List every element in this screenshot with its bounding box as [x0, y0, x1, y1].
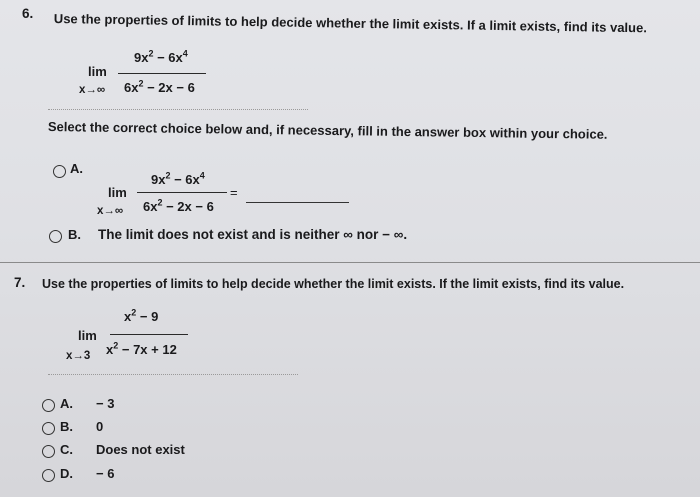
q7-option-c-radio[interactable]	[42, 445, 55, 458]
q6-numerator: $9x^2 - 6x^4$	[134, 48, 188, 65]
q7-option-c-text: Does not exist	[96, 442, 185, 457]
q7-option-b-text: 0	[96, 419, 104, 434]
q6-option-a-lim-subscript: x→∞	[97, 205, 124, 217]
section-divider	[0, 262, 700, 263]
q6-option-a-lim-label: lim	[108, 185, 127, 200]
q6-denominator: $6x^2 - 2x - 6$	[124, 78, 195, 95]
q6-option-a-numerator: $9x^2 - 6x^4$	[151, 170, 205, 187]
q7-option-a-text: − 3	[96, 396, 115, 411]
q6-prompt: Use the properties of limits to help decide whether the limit exists. If a limit exists, find its value.	[53, 11, 648, 36]
q6-option-a-letter: A.	[70, 161, 83, 176]
q6-fraction-bar	[118, 73, 206, 74]
q7-option-c-letter: C.	[60, 442, 73, 457]
q6-option-a-answer-box[interactable]	[246, 202, 349, 203]
q6-number: 6.	[22, 6, 34, 21]
q7-fraction-bar	[110, 334, 188, 335]
q7-separator-dots	[48, 374, 298, 375]
q6-option-b-letter: B.	[68, 227, 81, 242]
q6-option-b-radio[interactable]	[49, 230, 62, 243]
q7-option-d-text: − 6	[96, 466, 115, 481]
q6-option-a-denominator: $6x^2 - 2x - 6$	[143, 197, 214, 214]
q6-separator-dots	[48, 109, 308, 110]
q6-option-a-radio[interactable]	[53, 165, 66, 178]
q7-option-a-radio[interactable]	[42, 399, 55, 412]
q7-denominator: $x^2 - 7x + 12$	[106, 340, 177, 357]
q7-number: 7.	[14, 275, 26, 290]
q6-lim-subscript: x→∞	[79, 84, 106, 96]
q7-option-d-letter: D.	[60, 466, 73, 481]
q7-lim-label: lim	[78, 328, 97, 343]
q7-option-b-radio[interactable]	[42, 422, 55, 435]
q7-option-b-letter: B.	[60, 419, 73, 434]
q7-option-a-letter: A.	[60, 396, 73, 411]
q6-instruction: Select the correct choice below and, if necessary, fill in the answer box within your choice.	[47, 119, 608, 142]
q6-option-b-text: The limit does not exist and is neither ∞ nor − ∞.	[98, 227, 408, 242]
q7-lim-subscript: x→3	[66, 350, 91, 362]
q6-option-a-fraction-bar	[137, 192, 227, 193]
q6-option-a-equals: =	[230, 185, 238, 200]
q7-option-d-radio[interactable]	[42, 469, 55, 482]
q6-lim-label: lim	[88, 64, 107, 79]
q7-prompt: Use the properties of limits to help decide whether the limit exists. If the limit exists, find its value.	[42, 277, 625, 291]
q7-numerator: $x^2 - 9$	[124, 307, 159, 324]
